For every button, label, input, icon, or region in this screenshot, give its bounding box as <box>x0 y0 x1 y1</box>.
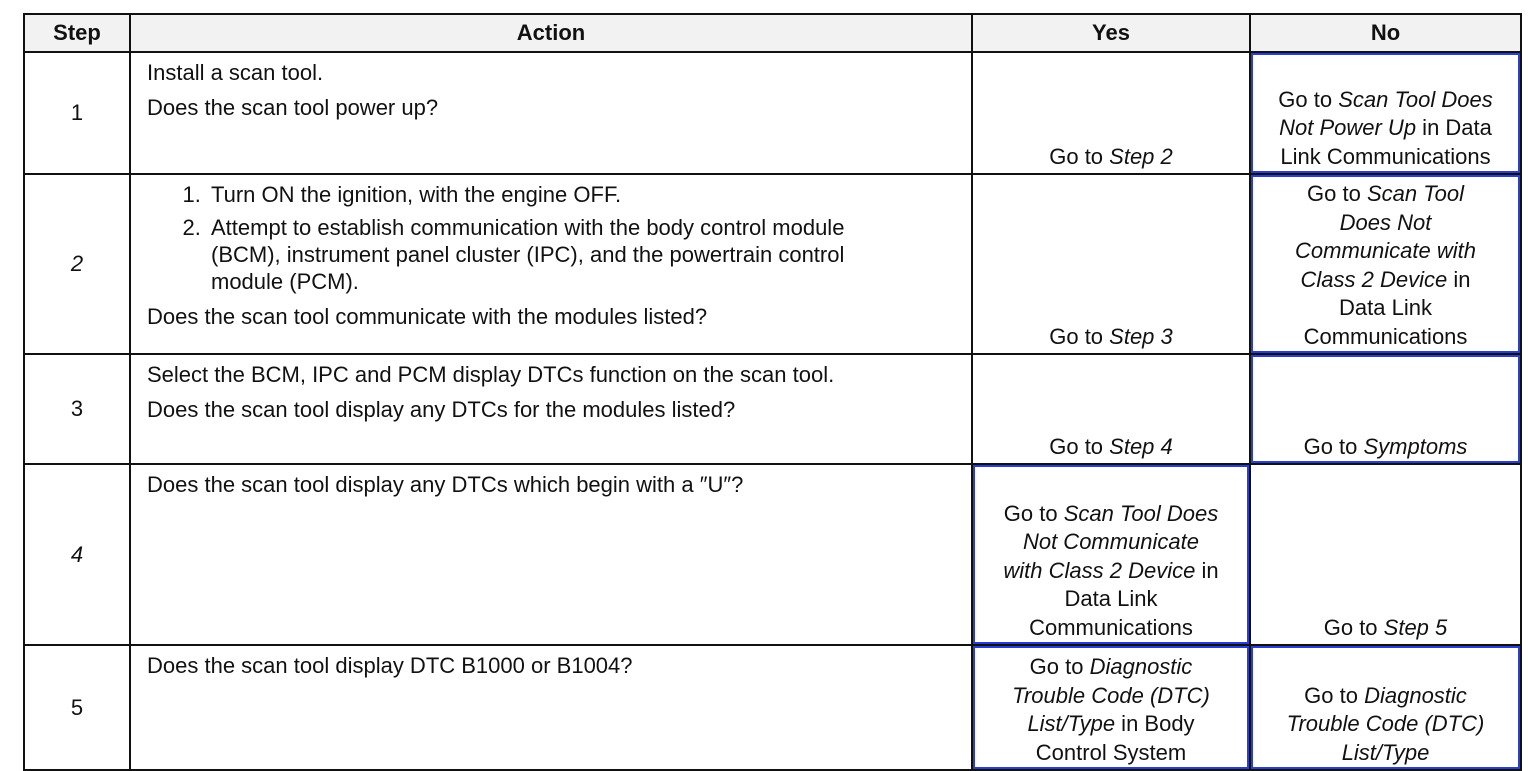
yes-cell <box>972 645 1250 770</box>
yes-prefix: Go to <box>1049 143 1110 169</box>
no-cell <box>1250 464 1521 645</box>
table-row <box>24 354 1521 464</box>
step-number: 4 <box>24 464 130 645</box>
action-cell <box>130 354 972 464</box>
header-yes: Yes <box>972 14 1250 52</box>
header-action: Action <box>130 14 972 52</box>
step-number: 5 <box>24 645 130 770</box>
no-suffix: in Data Link Communications <box>1303 266 1471 349</box>
action-text: Install a scan tool. <box>147 60 324 85</box>
action-cell <box>130 52 972 174</box>
yes-link[interactable]: Step 2 <box>1109 143 1173 169</box>
yes-prefix: Go to <box>1049 433 1110 459</box>
yes-link[interactable]: Step 4 <box>1109 433 1173 459</box>
no-suffix: in Data Link Communications <box>1280 115 1492 169</box>
table-row <box>24 52 1521 174</box>
table-row <box>24 464 1521 645</box>
no-link[interactable]: Step 5 <box>1383 614 1448 640</box>
no-prefix: Go to <box>1303 433 1364 459</box>
no-prefix: Go to <box>1304 682 1365 708</box>
list-item: 2. Attempt to establish communication with the body control module (BCM), instrument panel cluster (IPC), and the powertrain control module (PCM). <box>207 214 955 295</box>
step-number: 1 <box>24 52 130 174</box>
no-link[interactable]: Diagnostic Trouble Code (DTC) List/Type <box>1286 682 1485 765</box>
no-prefix: Go to <box>1307 181 1367 206</box>
header-row <box>24 14 1521 52</box>
yes-cell <box>972 354 1250 464</box>
action-cell <box>130 645 972 770</box>
yes-cell <box>972 52 1250 174</box>
action-cell <box>130 464 972 645</box>
action-question: Does the scan tool power up? <box>147 95 439 120</box>
yes-prefix: Go to <box>1003 500 1064 526</box>
list-item: 1. Turn ON the ignition, with the engine OFF. <box>207 181 955 208</box>
diagnostic-table <box>23 13 1522 771</box>
header-step: Step <box>24 14 130 52</box>
action-question: Does the scan tool display DTC B1000 or B1004? <box>147 653 633 678</box>
yes-link[interactable]: Step 3 <box>1109 323 1173 349</box>
no-link[interactable]: Symptoms <box>1363 433 1468 459</box>
step-number: 2 <box>24 174 130 354</box>
yes-link[interactable]: Scan Tool Does Not Communicate with Class 2 Device <box>1003 500 1219 583</box>
header-no: No <box>1250 14 1521 52</box>
action-question: Does the scan tool display any DTCs which begin with a ″U″? <box>147 472 744 497</box>
no-link[interactable]: Scan Tool Does Not Power Up <box>1279 86 1493 140</box>
yes-suffix: in Body Control System <box>1035 711 1195 765</box>
no-cell <box>1250 354 1521 464</box>
action-question: Does the scan tool communicate with the modules listed? <box>147 304 708 329</box>
no-prefix: Go to <box>1278 86 1339 112</box>
yes-link[interactable]: Diagnostic Trouble Code (DTC) List/Type <box>1012 654 1210 736</box>
no-link[interactable]: Scan Tool Does Not Communicate with Class 2 Device <box>1295 181 1476 292</box>
no-cell <box>1250 52 1521 174</box>
yes-cell <box>972 464 1250 645</box>
action-question: Does the scan tool display any DTCs for the modules listed? <box>147 397 736 422</box>
action-steps-list <box>147 181 955 295</box>
no-prefix: Go to <box>1323 614 1384 640</box>
no-cell <box>1250 174 1521 354</box>
yes-prefix: Go to <box>1029 654 1090 679</box>
yes-cell <box>972 174 1250 354</box>
yes-prefix: Go to <box>1049 323 1110 349</box>
no-cell <box>1250 645 1521 770</box>
yes-suffix: in Data Link Communications <box>1029 557 1219 640</box>
table-row <box>24 645 1521 770</box>
action-text: Select the BCM, IPC and PCM display DTCs function on the scan tool. <box>147 362 835 387</box>
action-cell <box>130 174 972 354</box>
step-number: 3 <box>24 354 130 464</box>
table-row <box>24 174 1521 354</box>
